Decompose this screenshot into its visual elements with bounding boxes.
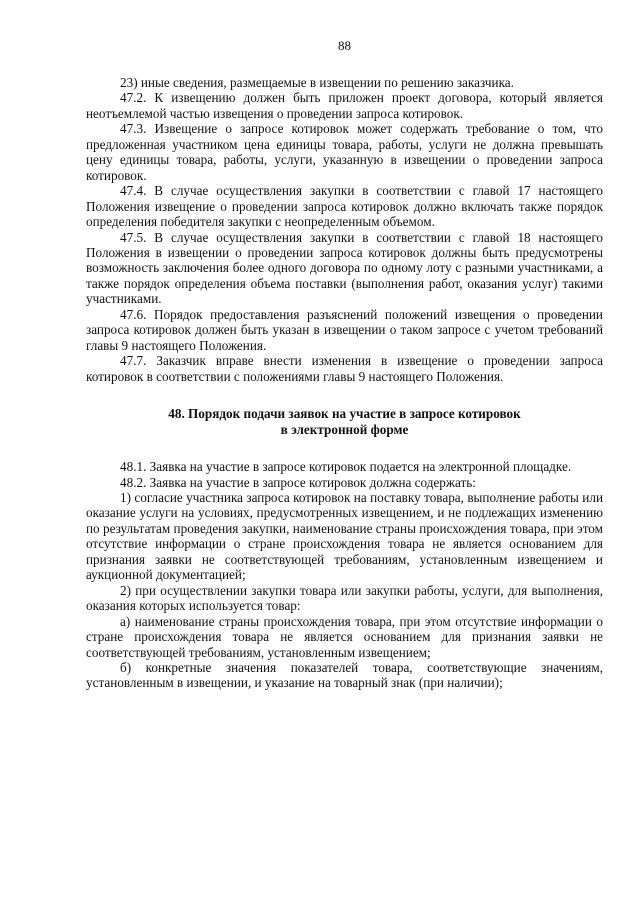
- paragraph-47-4: 47.4. В случае осуществления закупки в соответствии с главой 17 настоящего Положения извещение о проведении запроса котировок должно включать также порядок определения победителя закупки с неопределенным объемом.: [86, 183, 603, 230]
- section-48-heading: [86, 406, 603, 437]
- paragraph-47-7: 47.7. Заказчик вправе внести изменения в извещение о проведении запроса котировок в соответствии с положениями главы 9 настоящего Положения.: [86, 353, 603, 384]
- heading-line-1: 48. Порядок подачи заявок на участие в запросе котировок: [168, 406, 521, 422]
- paragraph-48-2-item-2: 2) при осуществлении закупки товара или закупки работы, услуги, для выполнения, оказания которых используется товар:: [86, 582, 603, 614]
- paragraph-48-2-item-1: 1) согласие участника запроса котировок на поставку товара, выполнение работы или оказание услуги на условиях, предусмотренных извещением, и не подлежащих изменению по результатам проведения закупки, наименование страны происхождения товара, при этом отсутствие информации о стране происхождения товара не является основанием для признания заявки не соответствующей требованиям, установленным извещением и аукционной документацией;: [86, 489, 603, 583]
- paragraph-47-6: 47.6. Порядок предоставления разъяснений положений извещения о проведении запроса котировок должен быть указан в извещении о таком запросе с учетом требований главы 9 настоящего Положения.: [86, 306, 603, 353]
- paragraph-47-2: 47.2. К извещению должен быть приложен проект договора, который является неотъемлемой частью извещения о проведении запроса котировок.: [86, 90, 603, 121]
- heading-line-2: в электронной форме: [280, 421, 409, 437]
- paragraph-item-23: 23) иные сведения, размещаемые в извещении по решению заказчика.: [120, 75, 514, 90]
- section-48-text: [86, 459, 603, 691]
- paragraph-48-2-item-2a: а) наименование страны происхождения товара, при этом отсутствие информации о стране происхождения товара не является основанием для признания заявки не соответствующей требованиям, установленным извещением;: [86, 613, 603, 660]
- section-47-text: [86, 75, 603, 384]
- paragraph-47-5: 47.5. В случае осуществления закупки в соответствии с главой 18 настоящего Положения в извещении о проведении запроса котировок должны быть предусмотрены возможность заключения более одного договора по одному лоту с разными участниками, а также порядок определения объема поставки (выполнения работ, оказания услуг) такими участниками.: [86, 229, 603, 307]
- page-number: 88: [338, 38, 351, 53]
- paragraph-48-2: 48.2. Заявка на участие в запросе котировок должна содержать:: [120, 474, 476, 490]
- paragraph-47-3: 47.3. Извещение о запросе котировок может содержать требование о том, что предложенная участником цена единицы товара, работы, услуги не должна превышать цену единицы товара, работы, услуги, указанную в извещении о проведении запроса котировок.: [86, 121, 603, 183]
- paragraph-48-2-item-2b: б) конкретные значения показателей товара, соответствующие значениям, установленным в извещении, и указание на товарный знак (при наличии);: [86, 659, 603, 691]
- paragraph-48-1: 48.1. Заявка на участие в запросе котировок подается на электронной площадке.: [120, 459, 572, 475]
